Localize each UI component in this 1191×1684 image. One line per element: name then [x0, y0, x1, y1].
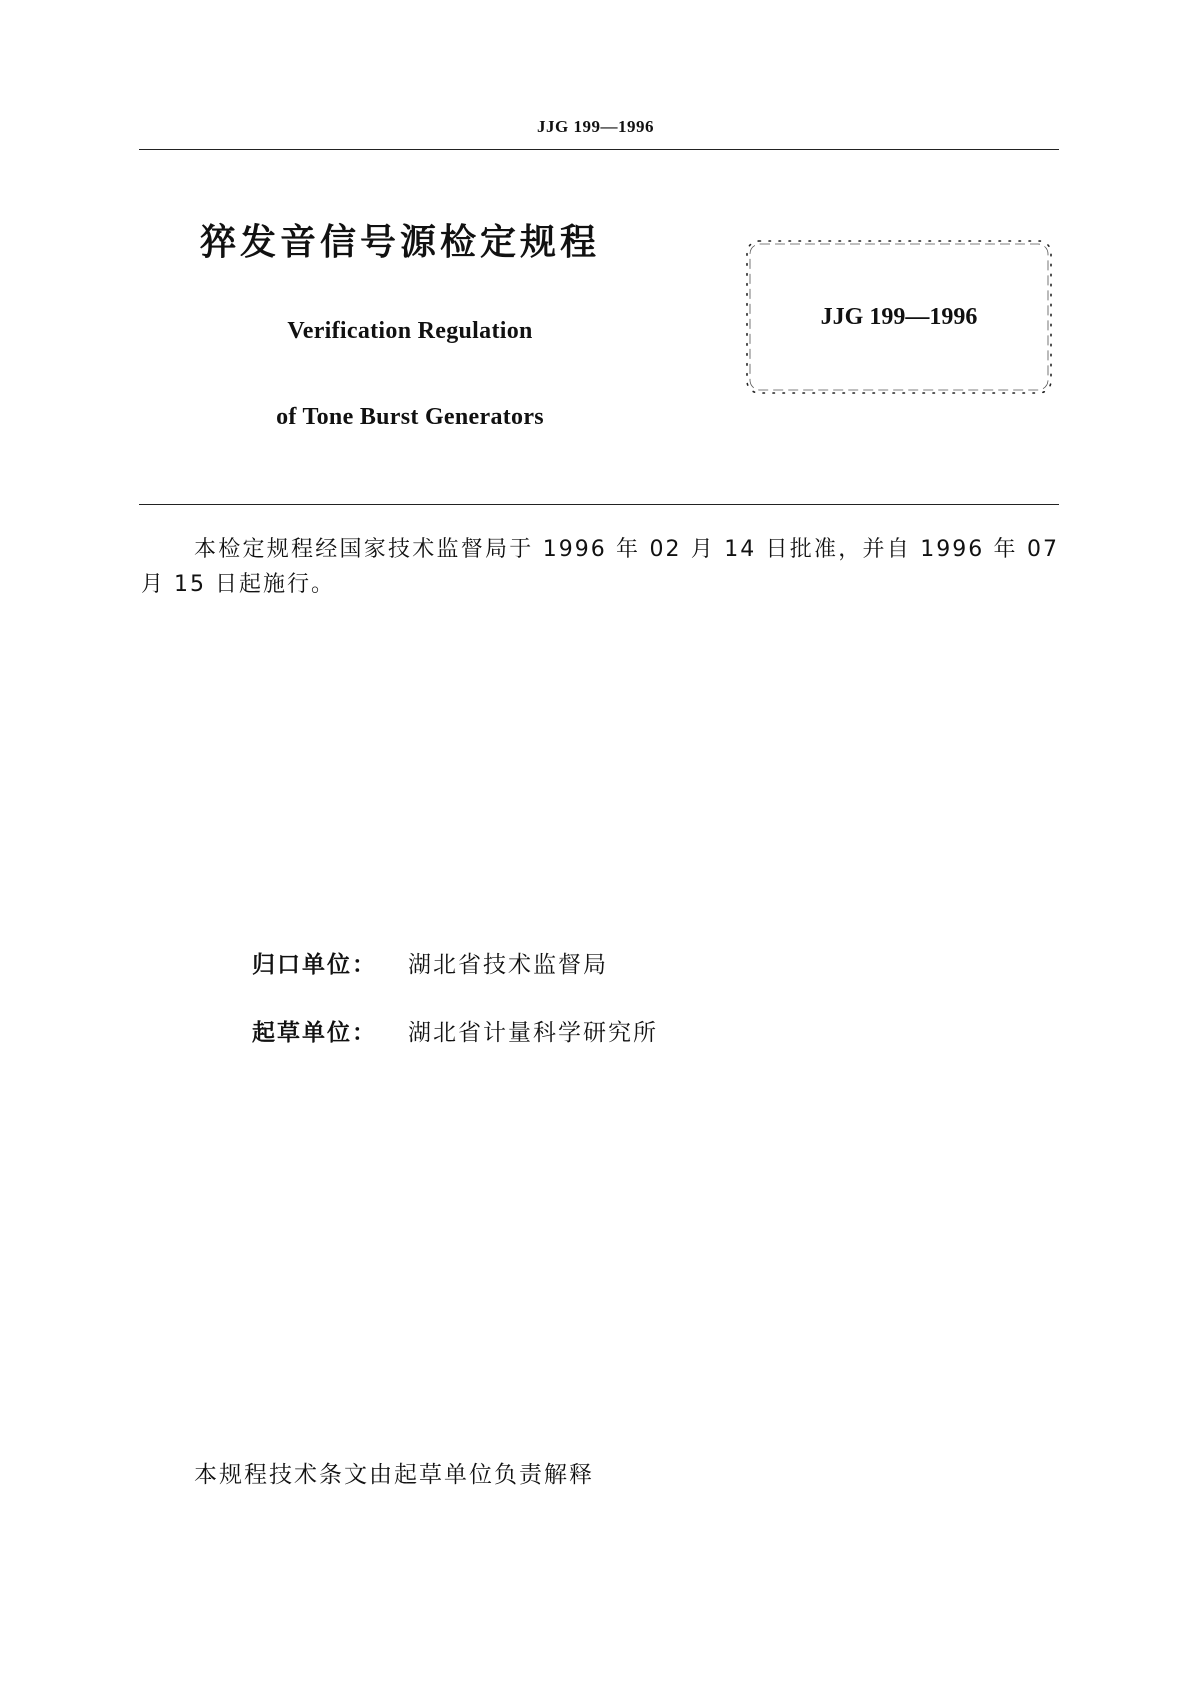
- approval-statement: 本检定规程经国家技术监督局于 1996 年 02 月 14 日批准，并自 1996 年 07 月 15 日起施行。: [141, 537, 1059, 597]
- responsible-unit-row: [252, 946, 608, 979]
- interpretation-note: 本规程技术条文由起草单位负责解释: [194, 1462, 594, 1488]
- running-header-code: JJG 199—1996: [537, 117, 654, 136]
- header-divider: [139, 149, 1059, 150]
- title-chinese: 猝发音信号源检定规程: [200, 222, 601, 263]
- title-english-line-1: Verification Regulation: [287, 318, 533, 344]
- responsible-unit-label: 归口单位：: [252, 952, 377, 978]
- title-english-line-2: of Tone Burst Generators: [276, 404, 544, 430]
- drafting-unit-value: 湖北省计量科学研究所: [408, 1020, 658, 1046]
- title-divider: [139, 504, 1059, 505]
- drafting-unit-row: [252, 1014, 658, 1047]
- drafting-unit-label: 起草单位：: [252, 1020, 377, 1046]
- standard-code-box: [744, 238, 1054, 396]
- standard-code: JJG 199—1996: [820, 304, 978, 330]
- responsible-unit-value: 湖北省技术监督局: [408, 952, 608, 978]
